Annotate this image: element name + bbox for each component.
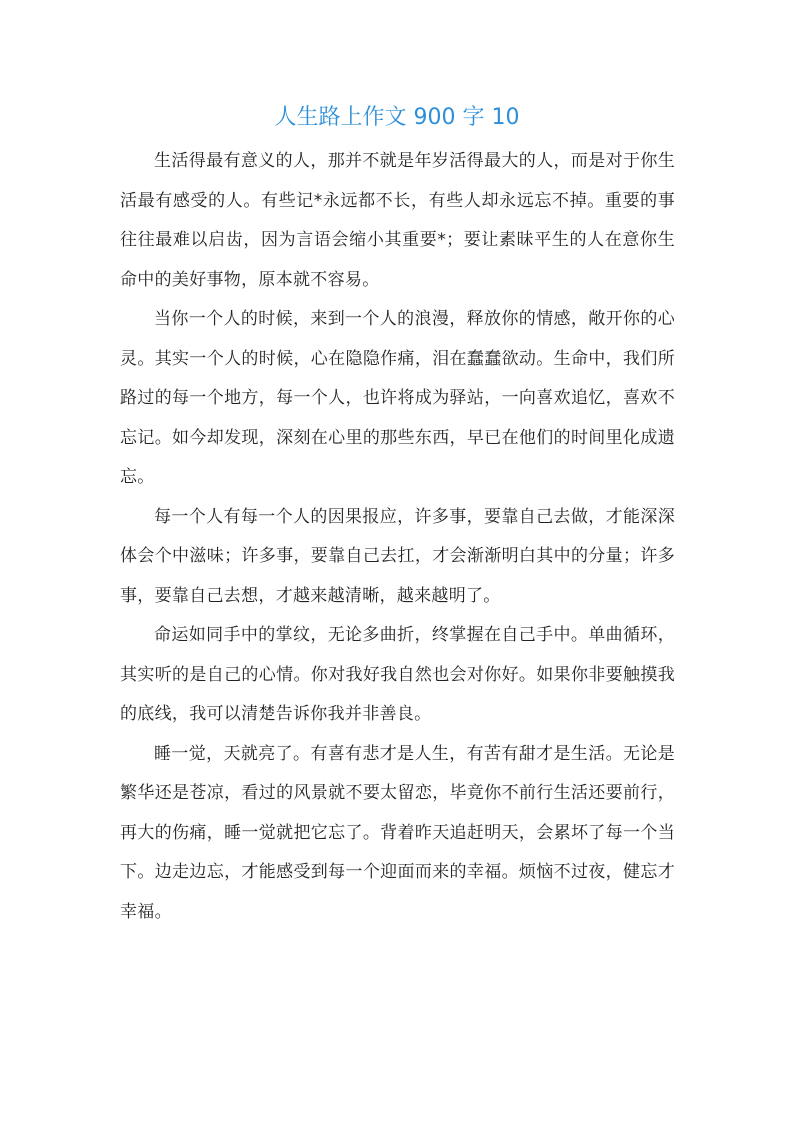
- paragraph-2: 当你一个人的时候，来到一个人的浪漫，释放你的情感，敞开你的心灵。其实一个人的时候，心在隐隐作痛，泪在蠢蠢欲动。生命中，我们所路过的每一个地方，每一个人，也许将成为驿站，一向喜欢追忆，喜欢不忘记。如今却发现，深刻在心里的那些东西，早已在他们的时间里化成遗忘。: [120, 309, 675, 487]
- document-body: [120, 142, 675, 932]
- paragraph-3: 每一个人有每一个人的因果报应，许多事，要靠自己去做，才能深深体会个中滋味；许多事，要靠自己去扛，才会渐渐明白其中的分量；许多事，要靠自己去想，才越来越清晰，越来越明了。: [120, 506, 675, 606]
- paragraph-1: 生活得最有意义的人，那并不就是年岁活得最大的人，而是对于你生活最有感受的人。有些记*永远都不长，有些人却永远忘不掉。重要的事往往最难以启齿，因为言语会缩小其重要*；要让素昧平生的人在意你生命中的美好事物，原本就不容易。: [120, 151, 675, 290]
- paragraph-5: 睡一觉，天就亮了。有喜有悲才是人生，有苦有甜才是生活。无论是繁华还是苍凉，看过的风景就不要太留恋，毕竟你不前行生活还要前行，再大的伤痛，睡一觉就把它忘了。背着昨天追赶明天，会累坏了每一个当下。边走边忘，才能感受到每一个迎面而来的幸福。烦恼不过夜，健忘才幸福。: [120, 743, 675, 922]
- paragraph-4: 命运如同手中的掌纹，无论多曲折，终掌握在自己手中。单曲循环，其实听的是自己的心情。你对我好我自然也会对你好。如果你非要触摸我的底线，我可以清楚告诉你我并非善良。: [120, 625, 675, 724]
- document-title: 人生路上作文 900 字 10: [274, 105, 520, 130]
